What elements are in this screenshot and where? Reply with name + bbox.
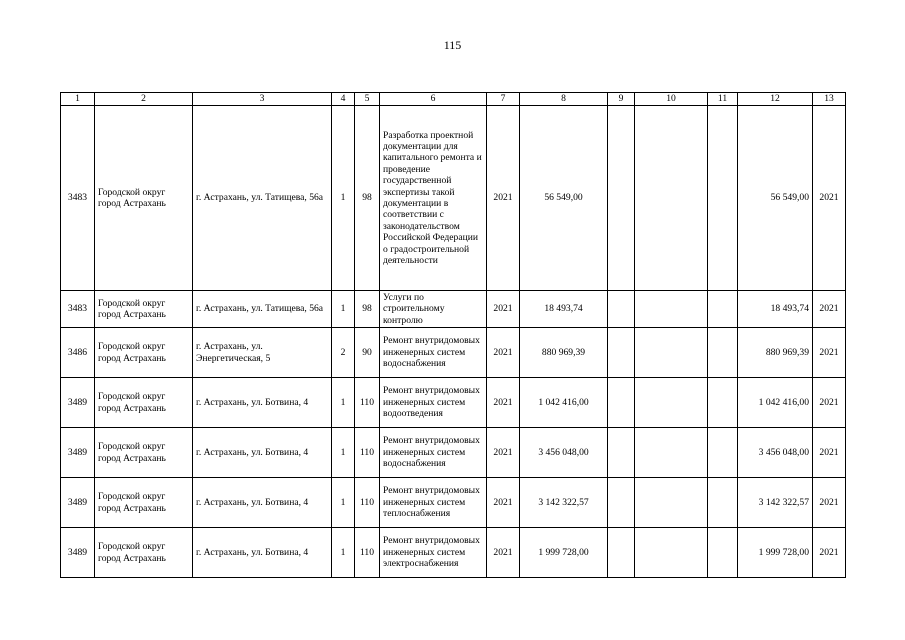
col4-cell: 1 [332, 478, 355, 528]
col4-cell: 1 [332, 378, 355, 428]
col10-cell [635, 528, 708, 578]
year-cell: 2021 [487, 378, 520, 428]
cost-cell: 1 999 728,00 [520, 528, 608, 578]
cost-total-cell: 56 549,00 [738, 106, 813, 291]
col10-cell [635, 106, 708, 291]
table-row [61, 528, 846, 578]
table-row [61, 291, 846, 328]
table-body [61, 106, 846, 578]
col10-cell [635, 428, 708, 478]
col10-cell [635, 291, 708, 328]
work-description-cell: Ремонт внутридомовых инженерных систем водоснабжения [380, 428, 487, 478]
cost-total-cell: 1 999 728,00 [738, 528, 813, 578]
address-cell: г. Астрахань, ул. Энергетическая, 5 [193, 328, 332, 378]
col5-cell: 110 [355, 478, 380, 528]
column-header-2: 2 [95, 93, 193, 106]
table-row [61, 328, 846, 378]
address-cell: г. Астрахань, ул. Татищева, 56а [193, 106, 332, 291]
column-header-10: 10 [635, 93, 708, 106]
col4-cell: 2 [332, 328, 355, 378]
col11-cell [708, 291, 738, 328]
cost-cell: 880 969,39 [520, 328, 608, 378]
row-id: 3489 [61, 528, 95, 578]
col5-cell: 98 [355, 106, 380, 291]
col9-cell [608, 291, 635, 328]
column-header-12: 12 [738, 93, 813, 106]
column-header-7: 7 [487, 93, 520, 106]
cost-cell: 3 456 048,00 [520, 428, 608, 478]
column-header-11: 11 [708, 93, 738, 106]
address-cell: г. Астрахань, ул. Ботвина, 4 [193, 528, 332, 578]
year-cell: 2021 [487, 428, 520, 478]
address-cell: г. Астрахань, ул. Ботвина, 4 [193, 428, 332, 478]
end-year-cell: 2021 [813, 291, 846, 328]
end-year-cell: 2021 [813, 106, 846, 291]
column-header-1: 1 [61, 93, 95, 106]
year-cell: 2021 [487, 478, 520, 528]
col4-cell: 1 [332, 291, 355, 328]
col4-cell: 1 [332, 528, 355, 578]
col11-cell [708, 328, 738, 378]
col5-cell: 110 [355, 378, 380, 428]
column-header-5: 5 [355, 93, 380, 106]
cost-total-cell: 1 042 416,00 [738, 378, 813, 428]
table-row [61, 106, 846, 291]
table-row [61, 478, 846, 528]
col9-cell [608, 378, 635, 428]
row-id: 3483 [61, 291, 95, 328]
end-year-cell: 2021 [813, 328, 846, 378]
cost-cell: 18 493,74 [520, 291, 608, 328]
col5-cell: 110 [355, 528, 380, 578]
end-year-cell: 2021 [813, 528, 846, 578]
table-header [61, 93, 846, 106]
municipality-cell: Городской округ город Астрахань [95, 428, 193, 478]
address-cell: г. Астрахань, ул. Ботвина, 4 [193, 378, 332, 428]
address-cell: г. Астрахань, ул. Ботвина, 4 [193, 478, 332, 528]
col9-cell [608, 428, 635, 478]
column-header-6: 6 [380, 93, 487, 106]
table-row [61, 428, 846, 478]
end-year-cell: 2021 [813, 428, 846, 478]
row-id: 3483 [61, 106, 95, 291]
work-description-cell: Ремонт внутридомовых инженерных систем электроснабжения [380, 528, 487, 578]
municipality-cell: Городской округ город Астрахань [95, 478, 193, 528]
col10-cell [635, 328, 708, 378]
column-header-4: 4 [332, 93, 355, 106]
col9-cell [608, 478, 635, 528]
row-id: 3489 [61, 428, 95, 478]
work-description-cell: Разработка проектной документации для капитального ремонта и проведение государственной экспертизы такой документации в соответствии с законодательством Российской Федерации о градостроительной деятельности [380, 106, 487, 291]
header-row [61, 93, 846, 106]
col9-cell [608, 328, 635, 378]
end-year-cell: 2021 [813, 478, 846, 528]
col5-cell: 90 [355, 328, 380, 378]
row-id: 3486 [61, 328, 95, 378]
column-header-8: 8 [520, 93, 608, 106]
col5-cell: 110 [355, 428, 380, 478]
cost-cell: 3 142 322,57 [520, 478, 608, 528]
col9-cell [608, 528, 635, 578]
year-cell: 2021 [487, 528, 520, 578]
col11-cell [708, 478, 738, 528]
cost-cell: 1 042 416,00 [520, 378, 608, 428]
work-description-cell: Ремонт внутридомовых инженерных систем водоснабжения [380, 328, 487, 378]
row-id: 3489 [61, 378, 95, 428]
column-header-13: 13 [813, 93, 846, 106]
cost-total-cell: 3 142 322,57 [738, 478, 813, 528]
table-row [61, 378, 846, 428]
col11-cell [708, 106, 738, 291]
cost-total-cell: 3 456 048,00 [738, 428, 813, 478]
cost-total-cell: 18 493,74 [738, 291, 813, 328]
municipality-cell: Городской округ город Астрахань [95, 291, 193, 328]
column-header-9: 9 [608, 93, 635, 106]
column-header-3: 3 [193, 93, 332, 106]
municipality-cell: Городской округ город Астрахань [95, 106, 193, 291]
work-description-cell: Ремонт внутридомовых инженерных систем теплоснабжения [380, 478, 487, 528]
year-cell: 2021 [487, 291, 520, 328]
col11-cell [708, 378, 738, 428]
registry-table [60, 92, 846, 578]
municipality-cell: Городской округ город Астрахань [95, 328, 193, 378]
col4-cell: 1 [332, 428, 355, 478]
end-year-cell: 2021 [813, 378, 846, 428]
col5-cell: 98 [355, 291, 380, 328]
municipality-cell: Городской округ город Астрахань [95, 528, 193, 578]
work-description-cell: Ремонт внутридомовых инженерных систем водоотведения [380, 378, 487, 428]
col10-cell [635, 378, 708, 428]
col4-cell: 1 [332, 106, 355, 291]
year-cell: 2021 [487, 328, 520, 378]
municipality-cell: Городской округ город Астрахань [95, 378, 193, 428]
address-cell: г. Астрахань, ул. Татищева, 56а [193, 291, 332, 328]
page-number: 115 [443, 38, 462, 52]
col11-cell [708, 428, 738, 478]
year-cell: 2021 [487, 106, 520, 291]
col11-cell [708, 528, 738, 578]
col10-cell [635, 478, 708, 528]
row-id: 3489 [61, 478, 95, 528]
col9-cell [608, 106, 635, 291]
cost-total-cell: 880 969,39 [738, 328, 813, 378]
cost-cell: 56 549,00 [520, 106, 608, 291]
work-description-cell: Услуги по строительному контролю [380, 291, 487, 328]
